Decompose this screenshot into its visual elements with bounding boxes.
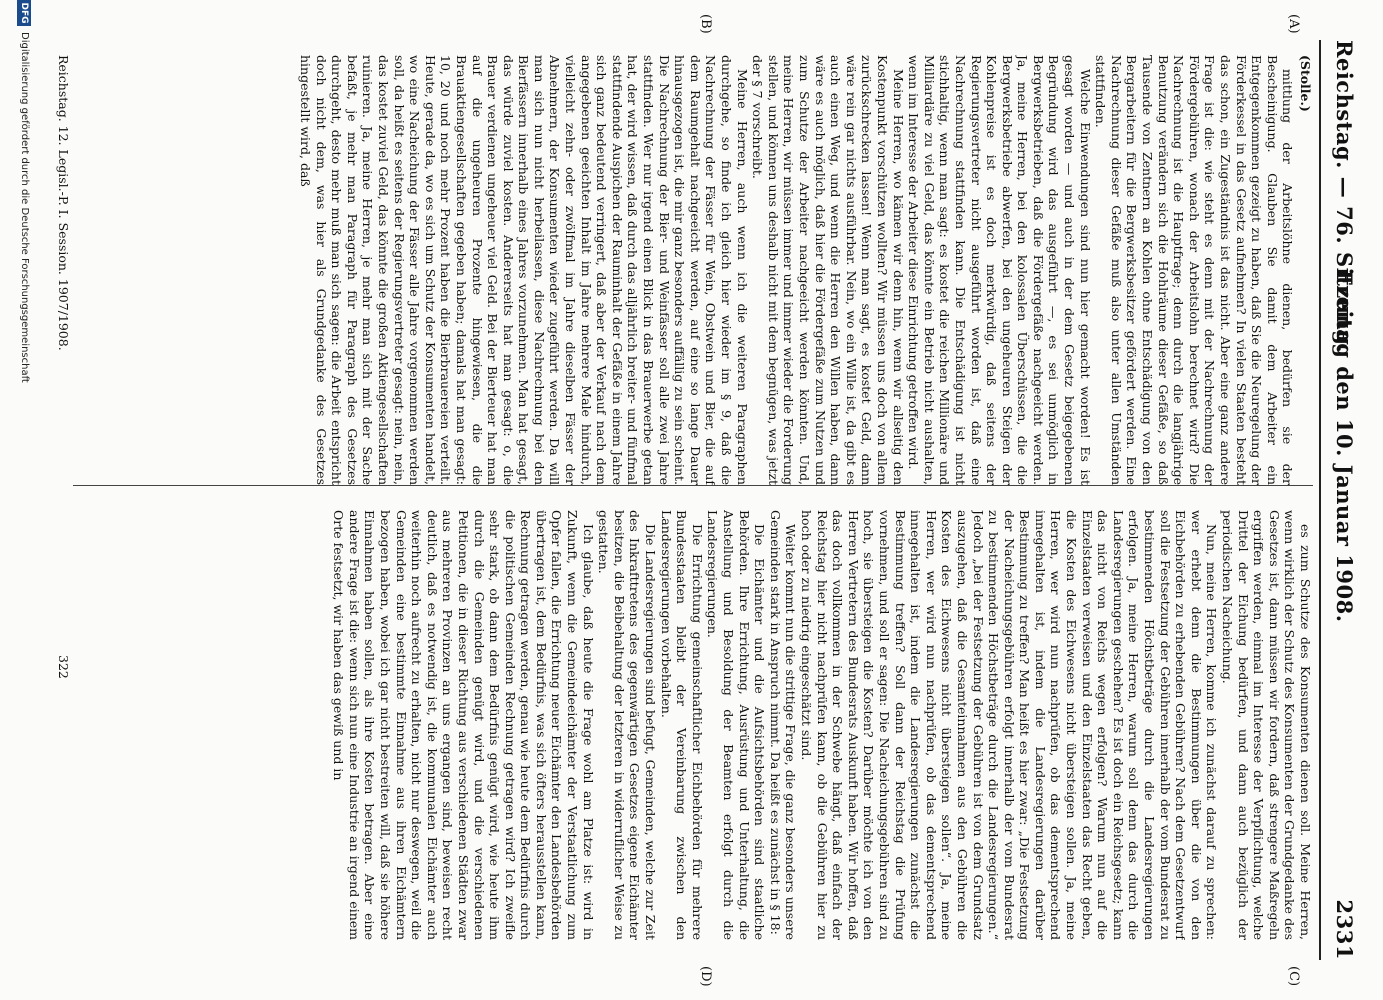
paragraph: Nun, meine Herren, komme ich zunächst darauf zu sprechen: wer erhebt denn die Bestimmungen über die von den Eichbehörden zu erhebenden Gebühren? Nach dem Gesetzentwurf soll die Festsetzung der Gebühren innerhalb der vom Bundesrat zu bestimmenden Höchstbeträge durch die Landesregierungen erfolgen. Ja, meine Herren, warum soll denn das durch die Landesregierungen geschehen? Es ist doch ein Reichsgesetz; kann das nicht von Reichs wegen erfolgen? Warum nun auf die Einzelstaaten verweisen und den Einzelstaaten das Recht geben, die Kosten des Eichwesens nicht übersteigen sollen. Ja, meine Herren, wer wird nun nachprüfen, ob das dementsprechend innegehalten ist, indem die Landesregierungen darüber Bestimmung zu treffen? Man heißt es hier zwar: „Die Festsetzung der Nacheichungsgebühren erfolgt innerhalb der vom Bundesrat zu bestimmenden Höchstbeträge durch die Landesregierungen.“ Jedoch „bei der Festsetzung der Gebühren ist von dem Grundsatz auszugehen, daß die Gesamteinnahmen aus den Gebühren die Kosten des Eichwesens nicht übersteigen sollen“. Ja, meine Herren, wer wird nun nachprüfen, ob das dementsprechend innegehalten ist, indem die Landesregierungen zunächst die Bestimmung treffen? Soll dann der Reichstag die Prüfung vornehmen, und soll er sagen: Die Nacheichungsgebühren sind zu hoch, sie übersteigen die Kosten? Darüber möchte ich von den Herren Vertretern des Bundesrats Auskunft haben. Wir hoffen, daß das doch vollkommen in der Schwebe hängt, daß einfach der Reichstag hier nicht nachprüfen kann, ob die Gebühren hier zu hoch oder zu niedrig eingeschätzt sind. bbox=[799, 510, 1220, 940]
footer-page-number: 322 bbox=[56, 655, 71, 679]
page-header bbox=[1319, 40, 1363, 960]
paragraph: Meine Herren, wo kämen wir denn hin, wenn wir allseitig den Kostenpunkt vorschützen wollten? Wir müssen uns doch von allem zurückschrecken lassen! Wenn man sagt, es kostet Geld, dann wäre rein gar nichts ausführbar. Nein, wo ein Wille ist, da gibt es auch einen Weg, und wenn die Herren den Willen haben, dann wäre es auch möglich, daß hier die Fördergefäße zum Nutzen und zum Schutze der Arbeiter nachgeeicht werden könnten. Und, meine Herren, wir müssen immer und immer wieder die Forderung stellen, und können uns deshalb nicht mit dem begnügen, was jetzt der § 7 vorschreibt. bbox=[750, 55, 906, 485]
paragraph: Ich glaube, daß heute die Frage wohl am Platze ist: wird in Zukunft, wenn die Gemeindeeichämter der Verstaatlichung zum Opfer fallen, die Errichtung neuer Eichämter den Landesbehörden übertragen ist, dem Bedürfnis, was sich öfters herausstellen kann, Rechnung getragen werden, genau wie heute dem Bedürfnis durch die politischen Gemeinden Rechnung getragen wird? Ich zweifle sehr stark, ob dann dem Bedürfnis genügt wird, wie heute ihm durch die Gemeinden genügt wird, und die verschiedenen Petitionen, die in dieser Richtung aus verschiedenen Städten zwar aus mehreren Provinzen an uns ergangen sind, beweisen recht deutlich, daß es notwendig ist, die kommunalen Eichämter auch weiterhin noch aufrecht zu erhalten, nicht nur deswegen, weil die Gemeinden eine bestimmte Einnahme aus ihren Eichämtern bezogen haben, wobei ich gar nicht bestreiten will, daß sie höhere Einnahmen haben sollen, als ihre Kosten betragen. Aber eine andere Frage ist die: wenn sich nun eine Industrie an irgend einem Orte festsetzt, wir haben das gewiß und in bbox=[331, 510, 596, 940]
quoted-paragraph: Die Landesregierungen sind befugt, Gemeinden, welche zur Zeit des Inkrafttretens des gegenwärtigen Gesetzes eigene Eichämter besitzen, die Beibehaltung der letzteren in widerruflicher Weise zu gestatten. bbox=[596, 510, 659, 940]
quoted-paragraph: Die Eichämter und die Aufsichtsbehörden sind staatliche Behörden. Ihre Errichtung, Ausrüstung und Unterhaltung, die Anstellung und Besoldung der Beamten erfolgt durch die Landesregierungen. bbox=[705, 510, 768, 940]
paragraph: Welche Einwendungen sind nun hier gemacht worden! Es ist gesagt worden — und auch in der dem Gesetz beigegebenen Begründung wird das ausgeführt —, es sei unmöglich in Bergwerksbetrieben, daß die Fördergefäße nachgeeicht werden. Ja, meine Herren, bei den kolossalen Überschüssen, die die Bergwerksbetriebe abwerfen, bei den ungeheuren Steigen der Kohlenpreise ist es doch merkwürdig, daß seitens der Regierungsvertreter nicht ausgeführt worden ist, daß eine Nachrechnung stattfinden kann. Die Entschädigung ist nicht stichhaltig, wenn man sagt: es kostet die reichen Millionäre und Milliardäre zu viel Geld, das könnte ein Betrieb nicht aushalten, wenn im Interesse der Arbeiter diese Einrichtung getroffen wird. bbox=[906, 55, 1093, 485]
margin-marker-d: (D) bbox=[698, 966, 713, 987]
paragraph: mittlung der Arbeitslöhne dienen, bedürfen sie der Bescheinigung. Glauben Sie damit dem Arbeiter ein Entgegenkommen gezeigt zu haben, daß Sie die Neuregelung der Förderkessel in das Gesetz aufnehmen? In vielen Staaten besteht das schon, ein Zugeständnis ist das nicht. Aber eine ganz andere Frage ist die: wie steht es denn mit der Nachrechnung der Fördergebühren, wonach der Arbeitslohn berechnet wird? Die Nachrechnung ist die Hauptfrage; denn durch die langjährige Benutzung verändern sich die Hohlräume dieser Gefäße, so daß Tausende von Zentnern an Kohlen ohne Entschädigung von den Bergarbeitern für die Bergwerksbesitzer gefördert werden. Eine Nachrechnung dieser Gefäße muß also unter allen Umständen stattfinden. bbox=[1093, 55, 1296, 485]
paragraph: es zum Schutze des Konsumenten dienen soll. Meine Herren, wenn wirklich der Schutz des Konsumenten der Grundgedanke des Gesetzes ist, dann müssen wir fordern, daß strengere Maßregeln ergriffen werden, einmal im Interesse der Verpflichtung, welche Drittel der Eichung bedürfen, und dann auch bezüglich der periodischen Nacheichung. bbox=[1220, 510, 1313, 940]
paragraph: Weiter kommt nun die strittige Frage, die ganz besonders unsere Gemeinden stark in Anspruch nimmt. Da heißt es zunächst in § 18: bbox=[767, 510, 799, 940]
footer-citation: Reichstag. 12. Legisl.-P. I. Session. 1907/1908. bbox=[56, 55, 71, 351]
header-date: Freitag den 10. Januar 1908. bbox=[1332, 270, 1357, 623]
speaker-label: (Stolle.) bbox=[1298, 55, 1313, 112]
right-column bbox=[83, 510, 1313, 940]
margin-marker-b: (B) bbox=[698, 14, 713, 34]
dfg-logo: DFG bbox=[17, 0, 31, 26]
quoted-paragraph: Die Errichtung gemeinschaftlicher Eichbehörden für mehrere Bundesstaaten bleibt der Vereinbarung zwischen den Landesregierungen vorbehalten. bbox=[658, 510, 705, 940]
page-number: 2331 bbox=[1332, 899, 1357, 960]
margin-marker-c: (C) bbox=[1286, 966, 1301, 987]
column-divider bbox=[73, 485, 1313, 486]
margin-marker-a: (A) bbox=[1286, 14, 1301, 34]
digitization-note: Digitalisierung gefördert durch die Deutsche Forschungsgemeinschaft bbox=[19, 32, 30, 383]
digitization-stamp bbox=[13, 0, 33, 1000]
header-left: Reichstag. — 76. Sitzung. bbox=[1332, 40, 1357, 354]
paragraph: Meine Herren, auch wenn ich die weiteren Paragraphen durchgehe, so finde ich gleich hier wieder im § 9, daß die Nachrechnung der Fässer für Wein, Obstwein und Bier, die auf dem Raumgehalt nachgeeicht werden, auf eine so lange Dauer hinausgezogen ist, die mir ganz besonders auffällig zu sein scheint. Die Nachrechnung der Bier- und Weinfässer soll alle zwei Jahre stattfinden. Wer nur irgend einen Blick in das Brauerwerbe getan hat, der wird wissen, daß durch das alljährlich breiter- und fünfmal stattfindende Auspichen der Rauminhalt der Gefäße in einem Jahre sich ganz bedeutend verringert, daß aber der Verkauf nach dem angegebenen geeichten Inhalt im Jahre mehrere Male hindurch, vielleicht zehn- oder zwölfmal im Jahre dieselben Fässer der Abnehmern, der Konsumenten wieder zugeführt werden. Da will man sich nun nicht herbeilassen, diese Nachrechnung bei den Bierfässern innerhalb eines Jahres vorzunehmen. Man hat gesagt, das würde zuviel kosten. Andererseits hat man gesagt: o, die Brauer verdienen ungeheuer viel Geld. Bei der Bierteuer hat man auf die ungeheuren Prozente hingewiesen, die die Brauaktiengesellschaften gegeben haben; damals hat man gesagt: 10, 20 und noch mehr Prozent haben die Bierbrauereien verteilt. Heute, gerade da, wo es sich um Schutz der Konsumenten handelt, wo eine Nacheichung der Fässer alle Jahre vorgenommen werden soll, da heißt es seitens der Regierungsvertreter gesagt: nein, nein, das kostet zuviel Geld, das könnte die großen Aktiengesellschaften ruinieren. Ja, meine Herren, je mehr man sich mit der Sache befaßt, je mehr man Paragraph für Paragraph des Gesetzes durchgeht, desto mehr muß man sich sagen: die Arbeit entspricht doch nicht dem, was hier als Grundgedanke des Gesetzes hingestellt wird, daß bbox=[298, 55, 750, 485]
left-column bbox=[83, 55, 1313, 485]
